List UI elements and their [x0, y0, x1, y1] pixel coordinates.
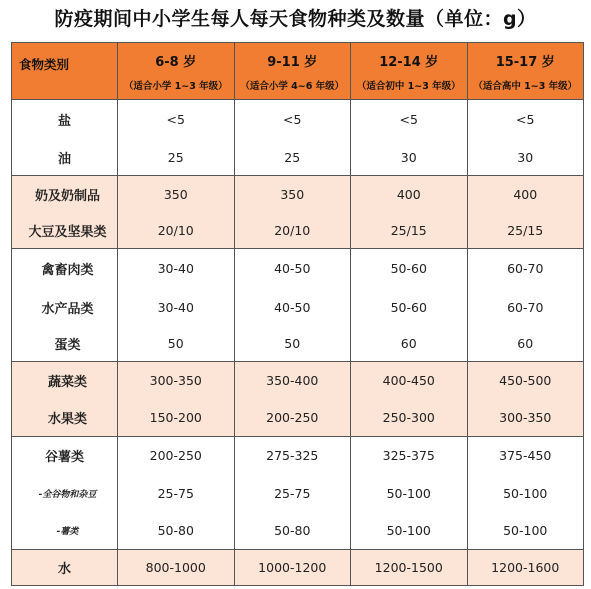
- value-cell: 300-350: [118, 362, 235, 400]
- value-cell: 1200-1500: [351, 550, 468, 586]
- value-cell: 300-350: [467, 400, 584, 437]
- column-header-age-15-17: [467, 43, 584, 100]
- food-name-cell: 油: [12, 140, 118, 176]
- age-range-label: 6-8 岁: [155, 54, 197, 70]
- column-header-age-6-8: [118, 43, 235, 100]
- food-subcategory-cell: -薯类: [12, 513, 118, 550]
- value-cell: <5: [351, 100, 468, 140]
- value-cell: 50-100: [351, 475, 468, 513]
- value-cell: 50: [118, 326, 235, 362]
- value-cell: 25: [234, 140, 351, 176]
- food-subcategory-cell: -全谷物和杂豆: [12, 475, 118, 513]
- value-cell: 40-50: [234, 289, 351, 326]
- value-cell: 50-100: [467, 475, 584, 513]
- table-row: [12, 140, 584, 176]
- food-quantity-table: [11, 42, 584, 586]
- value-cell: 350: [118, 176, 235, 213]
- value-cell: 50-80: [234, 513, 351, 550]
- value-cell: 1200-1600: [467, 550, 584, 586]
- value-cell: 200-250: [118, 437, 235, 475]
- food-group-salt-oil: [12, 100, 584, 176]
- value-cell: 25/15: [351, 213, 468, 249]
- table-row: [12, 550, 584, 586]
- value-cell: 30: [467, 140, 584, 176]
- table-row: [12, 100, 584, 140]
- food-name-cell: 水: [12, 550, 118, 586]
- value-cell: 50-60: [351, 289, 468, 326]
- value-cell: 20/10: [118, 213, 235, 249]
- value-cell: 200-250: [234, 400, 351, 437]
- value-cell: <5: [118, 100, 235, 140]
- column-header-category: 食物类别: [12, 43, 118, 100]
- page-title: 防疫期间中小学生每人每天食物种类及数量（单位：g）: [54, 8, 537, 30]
- table-row: [12, 475, 584, 513]
- grade-range-label: （适合小学 4~6 年级）: [240, 80, 345, 92]
- table-header-row: [12, 43, 584, 100]
- value-cell: 30-40: [118, 289, 235, 326]
- table-row: [12, 400, 584, 437]
- grade-range-label: （适合初中 1~3 年级）: [356, 80, 461, 92]
- value-cell: 50-100: [351, 513, 468, 550]
- food-name-cell: 蔬菜类: [12, 362, 118, 400]
- table-row: [12, 437, 584, 475]
- value-cell: 40-50: [234, 249, 351, 289]
- food-group-water: [12, 550, 584, 586]
- value-cell: 350-400: [234, 362, 351, 400]
- value-cell: 25-75: [234, 475, 351, 513]
- grade-range-label: （适合小学 1~3 年级）: [123, 80, 228, 92]
- table-row: [12, 326, 584, 362]
- value-cell: 50-60: [351, 249, 468, 289]
- value-cell: 250-300: [351, 400, 468, 437]
- age-range-label: 15-17 岁: [495, 54, 555, 70]
- food-name-cell: 蛋类: [12, 326, 118, 362]
- value-cell: <5: [467, 100, 584, 140]
- value-cell: 60-70: [467, 289, 584, 326]
- value-cell: 150-200: [118, 400, 235, 437]
- value-cell: 30: [351, 140, 468, 176]
- value-cell: 60: [351, 326, 468, 362]
- food-group-grains-tubers: [12, 437, 584, 550]
- food-name-cell: 盐: [12, 100, 118, 140]
- value-cell: 325-375: [351, 437, 468, 475]
- value-cell: 60: [467, 326, 584, 362]
- table-row: [12, 362, 584, 400]
- value-cell: 275-325: [234, 437, 351, 475]
- value-cell: 1000-1200: [234, 550, 351, 586]
- column-header-age-9-11: [234, 43, 351, 100]
- age-range-label: 9-11 岁: [267, 54, 318, 70]
- table-row: [12, 213, 584, 249]
- food-group-vegetables-fruits: [12, 362, 584, 437]
- food-name-cell: 禽畜肉类: [12, 249, 118, 289]
- value-cell: 50-80: [118, 513, 235, 550]
- table-row: [12, 289, 584, 326]
- value-cell: 400-450: [351, 362, 468, 400]
- food-group-meat-fish-eggs: [12, 249, 584, 362]
- value-cell: 25: [118, 140, 235, 176]
- food-name-cell: 水果类: [12, 400, 118, 437]
- value-cell: 350: [234, 176, 351, 213]
- value-cell: 50-100: [467, 513, 584, 550]
- value-cell: 30-40: [118, 249, 235, 289]
- value-cell: 450-500: [467, 362, 584, 400]
- table-row: [12, 513, 584, 550]
- table-row: [12, 176, 584, 213]
- age-range-label: 12-14 岁: [379, 54, 439, 70]
- table-row: [12, 249, 584, 289]
- value-cell: 20/10: [234, 213, 351, 249]
- food-name-cell: 水产品类: [12, 289, 118, 326]
- value-cell: 400: [467, 176, 584, 213]
- value-cell: 800-1000: [118, 550, 235, 586]
- food-name-cell: 谷薯类: [12, 437, 118, 475]
- food-name-cell: 大豆及坚果类: [12, 213, 118, 249]
- food-group-dairy-soy: [12, 176, 584, 249]
- grade-range-label: （适合高中 1~3 年级）: [473, 80, 578, 92]
- value-cell: <5: [234, 100, 351, 140]
- value-cell: 400: [351, 176, 468, 213]
- column-header-age-12-14: [351, 43, 468, 100]
- value-cell: 25/15: [467, 213, 584, 249]
- value-cell: 375-450: [467, 437, 584, 475]
- value-cell: 25-75: [118, 475, 235, 513]
- food-name-cell: 奶及奶制品: [12, 176, 118, 213]
- value-cell: 50: [234, 326, 351, 362]
- value-cell: 60-70: [467, 249, 584, 289]
